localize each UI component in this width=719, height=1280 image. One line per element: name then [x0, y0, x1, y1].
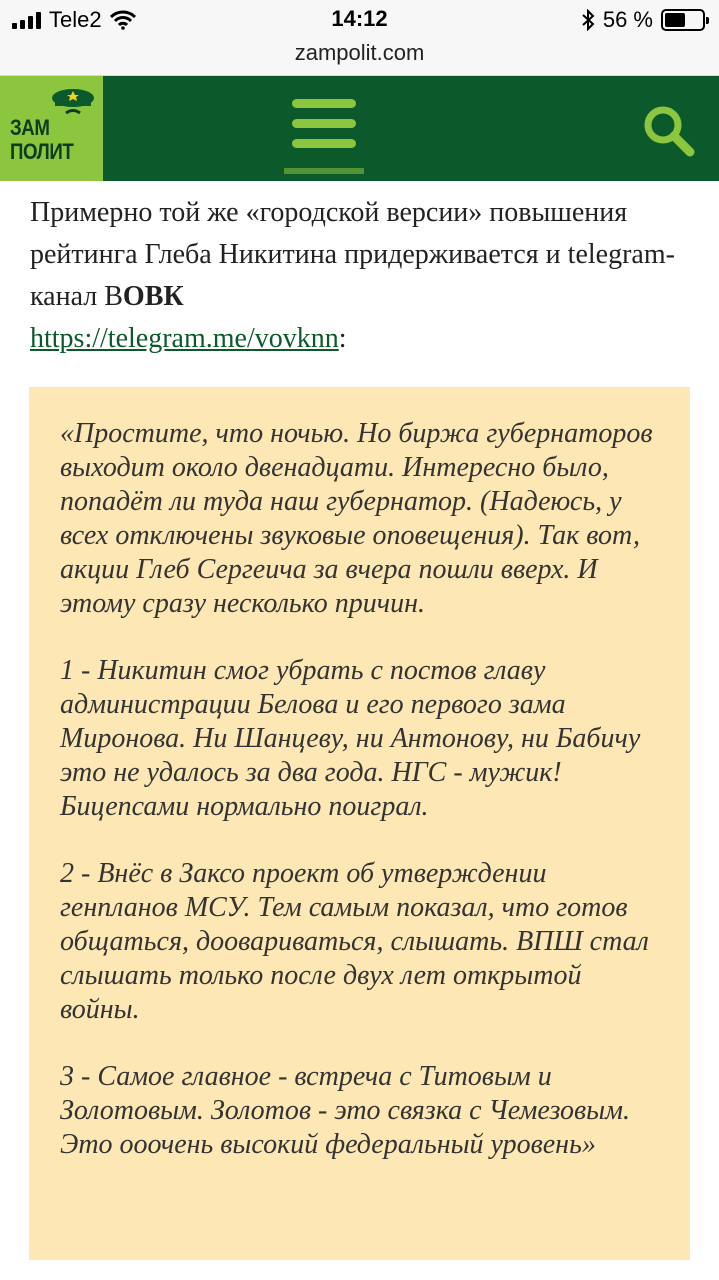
quote-block	[29, 387, 690, 1260]
telegram-link[interactable]: https://telegram.me/vovknn	[30, 323, 339, 354]
quote-paragraph: 1 - Никитин смог убрать с постов главу администрации Белова и его первого зама Миронова. Ни Шанцеву, ни Антонову, ни Бабичу это не удалось за два года. НГС - мужик! Бицепсами нормально поиграл.	[60, 655, 641, 822]
site-header	[0, 76, 719, 181]
quote-paragraph: 3 - Самое главное - встреча с Титовым и Золотовым. Золотов - это связка с Чемезовым. Это ооочень высокий федеральный уровень»	[60, 1061, 631, 1160]
carrier-name: Tele2	[49, 7, 102, 32]
quote-paragraph: «Простите, что ночью. Но биржа губернаторов выходит около двенадцати. Интересно было, попадёт ли туда наш губернатор. (Надеюсь, у всех отключены звуковые оповещения). Так вот, акции Глеб Сергеича за вчера пошли вверх. И этому сразу несколько причин.	[60, 418, 653, 619]
link-suffix: :	[338, 323, 347, 354]
intro-bold-text: ОВК	[122, 281, 184, 312]
bluetooth-icon	[581, 9, 595, 31]
intro-text: Примерно той же «городской версии» повышения рейтинга Глеба Никитина придерживается и telegram-канал В	[30, 197, 675, 312]
battery-level-fill	[665, 13, 685, 27]
quote-paragraph: 2 - Внёс в Заксо проект об утверждении генпланов МСУ. Тем самым показал, что готов общаться, доовариваться, слышать. ВПШ стал слышать только после двух лет открытой войны.	[60, 858, 649, 1025]
logo-text	[10, 116, 73, 164]
search-icon[interactable]	[638, 100, 698, 160]
menu-button[interactable]	[284, 94, 364, 174]
hamburger-icon	[292, 99, 356, 108]
battery-percent: 56 %	[602, 7, 653, 32]
logo-cap-icon	[0, 80, 103, 120]
article-content	[30, 192, 690, 360]
status-right	[581, 7, 705, 33]
status-bar	[0, 0, 719, 40]
address-bar[interactable]	[0, 40, 719, 76]
article-intro	[30, 192, 690, 360]
hamburger-icon-bar	[292, 139, 356, 148]
url-text: zampolit.com	[294, 40, 425, 65]
clock: 14:12	[331, 6, 388, 31]
logo-line-1: ЗАМ	[10, 115, 50, 140]
site-logo[interactable]	[0, 76, 103, 181]
hamburger-icon-bar	[292, 119, 356, 128]
logo-line-2: ПОЛИТ	[10, 139, 74, 164]
battery-icon	[661, 9, 705, 31]
menu-underline	[284, 168, 364, 174]
